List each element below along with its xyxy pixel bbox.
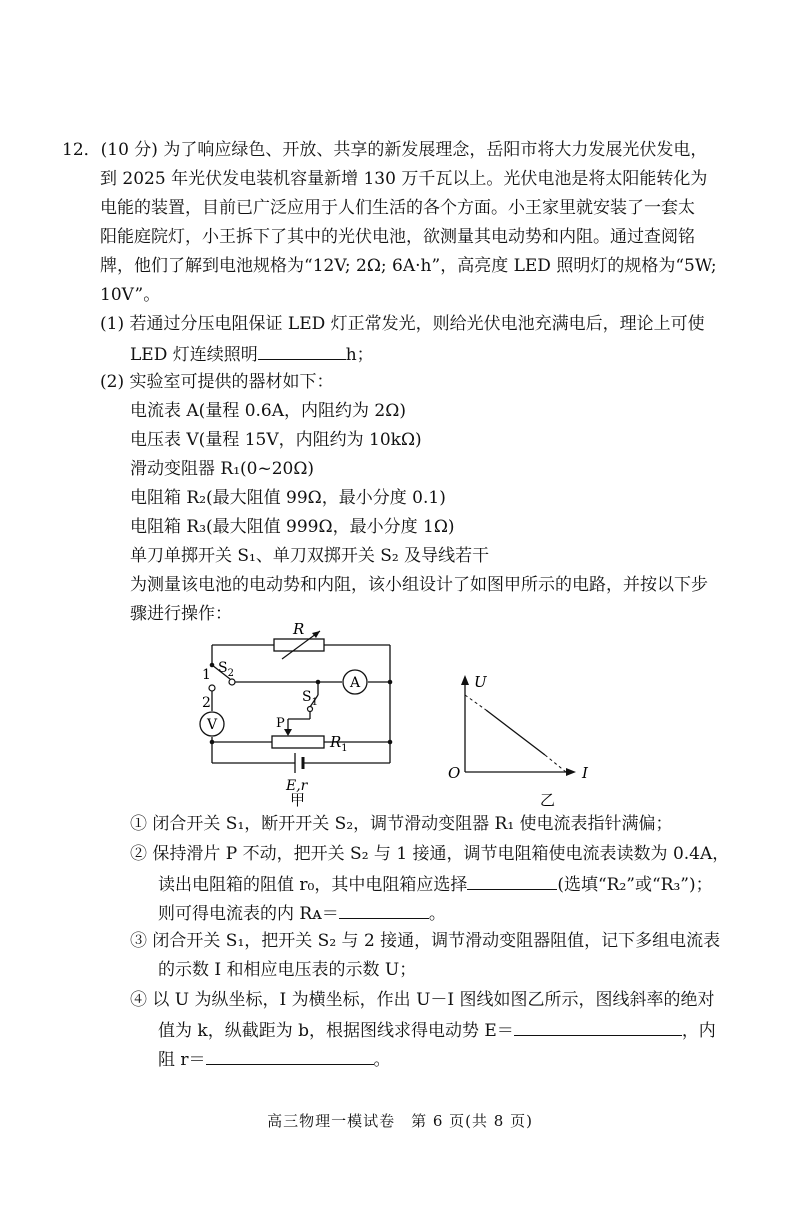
label-r1: $R_1$	[330, 733, 348, 754]
part2-label: (2)	[100, 372, 125, 392]
origin-label: O	[448, 764, 461, 782]
step-1-mark: ①	[130, 814, 147, 834]
step-4-line2	[158, 1017, 716, 1043]
part2-heading: 实验室可提供的器材如下：	[129, 372, 334, 392]
part1-text-2a: LED 灯连续照明	[130, 345, 258, 365]
equipment-item: 单刀单掷开关 S₁、单刀双掷开关 S₂ 及导线若干	[130, 546, 490, 566]
page-footer: 高三物理一模试卷 第 6 页(共 8 页)	[267, 1112, 533, 1130]
y-axis-label: U	[474, 673, 487, 691]
step-4-mark: ④	[130, 990, 147, 1010]
y-axis-arrow-icon	[461, 675, 469, 685]
step-2-text-3b: 。	[428, 904, 446, 924]
label-er: E,r	[286, 778, 308, 794]
ui-line	[486, 710, 545, 755]
step-4-text: 以 U 为纵坐标，I 为横坐标，作出 U－I 图线如图乙所示，图线斜率的绝对	[152, 990, 715, 1010]
step-2-mark: ②	[130, 844, 147, 864]
design-line-1: 为测量该电池的电动势和内阻，该小组设计了如图甲所示的电路，并按以下步	[130, 575, 708, 595]
part1-line1	[100, 312, 705, 336]
step-4-line1	[130, 988, 715, 1012]
caption-yi: 乙	[540, 791, 556, 809]
step-2-text: 保持滑片 P 不动，把开关 S₂ 与 1 接通，调节电阻箱使电流表读数为 0.4A，	[152, 844, 730, 864]
step-3-text: 闭合开关 S₁，把开关 S₂ 与 2 接通，调节滑动变阻器阻值，记下多组电流表	[152, 931, 721, 951]
label-s1: $S_1$	[302, 689, 318, 708]
intro-line-5: 牌，他们了解到电池规格为“12V; 2Ω; 6A·h”，高亮度 LED 照明灯的规格为“5W;	[100, 256, 717, 276]
label-r: R	[293, 620, 305, 638]
label-1: 1	[202, 667, 211, 683]
equipment-item: 电阻箱 R₃(最大阻值 999Ω，最小分度 1Ω)	[130, 517, 455, 537]
step-1-text: 闭合开关 S₁，断开开关 S₂，调节滑动变阻器 R₁ 使电流表指针满偏；	[152, 814, 673, 834]
label-2: 2	[202, 695, 211, 711]
part1-label: (1)	[100, 314, 125, 334]
label-s2: $S_2$	[218, 660, 234, 679]
ui-graph-yi	[448, 673, 589, 809]
junction-dot	[316, 680, 321, 685]
part1-text: 若通过分压电阻保证 LED 灯正常发光，则给光伏电池充满电后，理论上可使	[129, 314, 705, 334]
step-3-line1	[130, 929, 720, 953]
contact-1	[229, 679, 235, 685]
intro-line-3: 电能的装置，目前已广泛应用于人们生活的各个方面。小王家里就安装了一套太	[100, 198, 695, 218]
rheostat-r1	[272, 736, 324, 748]
design-line-2: 骤进行操作：	[130, 604, 232, 624]
equipment-item: 电压表 V(量程 15V，内阻约为 10kΩ)	[130, 430, 422, 450]
question-number-line	[62, 138, 707, 162]
step-4-line3	[158, 1046, 391, 1072]
figures	[190, 615, 610, 815]
answer-blank-box-choice[interactable]	[467, 871, 557, 890]
step-1	[130, 812, 673, 836]
caption-jia: 甲	[290, 791, 306, 809]
step-2-line3	[158, 900, 446, 926]
answer-blank-hours[interactable]	[258, 341, 346, 360]
answer-blank-emf[interactable]	[514, 1017, 682, 1036]
x-axis-arrow-icon	[566, 768, 576, 776]
part1-text-2b: h；	[345, 345, 374, 365]
step-2-text-3a: 则可得电流表的内 Rᴀ＝	[158, 904, 339, 924]
part2-heading-line	[100, 370, 334, 394]
equipment-item: 电流表 A(量程 0.6A，内阻约为 2Ω)	[130, 401, 406, 421]
answer-blank-ra[interactable]	[339, 900, 429, 919]
variable-resistor-r	[274, 639, 324, 651]
label-v: V	[207, 717, 218, 733]
step-2-text-2a: 读出电阻箱的阻值 r₀，其中电阻箱应选择	[158, 875, 468, 895]
arrow-head-icon	[312, 631, 320, 638]
step-2-line1	[130, 842, 729, 866]
slider-p-icon	[284, 729, 292, 736]
junction-dot	[388, 740, 393, 745]
question-points: (10 分)	[100, 140, 158, 160]
intro-line-4: 阳能庭院灯，小王拆下了其中的光伏电池，欲测量其电动势和内阻。通过查阅铭	[100, 227, 695, 247]
step-4-text-3b: 。	[373, 1050, 391, 1070]
junction-dot	[388, 680, 393, 685]
step-3-line2: 的示数 I 和相应电压表的示数 U；	[158, 960, 417, 980]
step-4-text-2a: 值为 k，纵截距为 b，根据图线求得电动势 E＝	[158, 1021, 514, 1041]
step-2-text-2b: (选填“R₂”或“R₃”)；	[557, 875, 713, 895]
x-axis-label: I	[582, 764, 588, 782]
contact-2	[209, 685, 215, 691]
part1-line2	[130, 341, 374, 367]
equipment-item: 滑动变阻器 R₁(0~20Ω)	[130, 459, 315, 479]
extrapolation-dashed	[465, 695, 486, 710]
intro-line-1: 为了响应绿色、开放、共享的新发展理念，岳阳市将大力发展光伏发电，	[163, 140, 708, 160]
equipment-item: 电阻箱 R₂(最大阻值 99Ω，最小分度 0.1)	[130, 488, 446, 508]
intro-line-2: 到 2025 年光伏发电装机容量新增 130 万千瓦以上。光伏电池是将太阳能转化为	[100, 169, 708, 189]
label-a: A	[350, 675, 361, 691]
step-3-mark: ③	[130, 931, 147, 951]
step-4-text-2b: ，内	[681, 1021, 716, 1041]
intro-line-6: 10V”。	[100, 285, 161, 305]
junction-dot	[210, 740, 215, 745]
answer-blank-resistance[interactable]	[206, 1046, 374, 1065]
question-number: 12．	[62, 140, 101, 160]
label-p: P	[276, 716, 285, 731]
extrapolation-dashed	[545, 755, 566, 772]
step-2-line2	[158, 871, 713, 897]
step-4-text-3a: 阻 r＝	[158, 1050, 206, 1070]
